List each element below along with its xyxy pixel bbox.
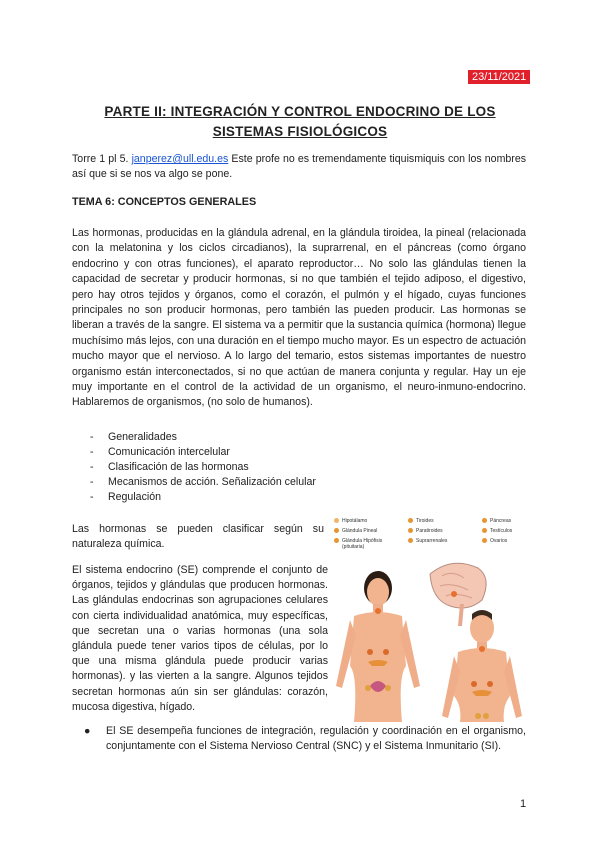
legend-col-2: Tiroides Paratiroides Suprarrenales — [408, 516, 447, 546]
page-number: 1 — [520, 798, 527, 810]
page-title — [60, 102, 540, 142]
bullet-text: El SE desempeña funciones de integración, regulación y coordinación en el organismo, conjuntamente con el Sistema Nervioso Central (SNC) y el Sistema Inmunitario (SI). — [106, 725, 526, 753]
list-item: - Regulación — [90, 490, 316, 505]
legend-col-3: Páncreas Testículos Ovarios — [482, 516, 512, 546]
list-item: - Generalidades — [90, 430, 316, 445]
date-badge: 23/11/2021 — [468, 70, 530, 84]
section-heading: TEMA 6: CONCEPTOS GENERALES — [72, 196, 257, 208]
body-illustration — [332, 516, 528, 722]
list-item: - Mecanismos de acción. Señalización celular — [90, 475, 316, 490]
list-item: - Clasificación de las hormonas — [90, 460, 316, 475]
paragraph-endocrine-system: El sistema endocrino (SE) comprende el conjunto de órganos, tejidos y glándulas que producen hormonas. Las glándulas endocrinas son agrupaciones celulares con cierta individualidad anatómica, muy específicas, que secretan una o varias hormonas (una sola glándula puede tener varios tipos de células, por lo que una misma glándula puede producir varias hormonas). y las vierten a la sangre. Algunos tejidos secretan hormonas aún sin ser glándulas: corazón, mucosa digestiva, hígado. — [72, 564, 328, 713]
bullet-dot-icon: ● — [84, 725, 91, 737]
email-link[interactable]: janperez@ull.edu.es — [131, 153, 229, 165]
title-line-1: PARTE II: INTEGRACIÓN Y CONTROL ENDOCRINO DE LOS — [104, 104, 496, 119]
paragraph-hormones: Las hormonas, producidas en la glándula adrenal, en la glándula tiroidea, la pineal (relacionada con la melatonina y los ciclos circadianos), la suprarrenal, en el páncreas (como órgano endocrino y con otras funciones), el aparato reproductor… No solo las glándulas tienen la capacidad de secretar y producir hormonas, si no que también el tejido adiposo, el digestivo, pero hay otros tejidos y órganos, como el corazón, el pulmón y el hígado, cuyas funciones principales no son producir hormonas, pero también las pueden producir. Las hormonas se liberan a través de la sangre. El sistema va a permitir que la sustancia química (hormona) llegue muchísimo más lejos, con una duración en el tiempo mucho mayor. Es un espectro de actuación mucho mayor que el nervioso. A lo largo del temario, estos sistemas importantes de nuestro organismo están interconectados, si no que actúan de manera conjunta y regular. Hay un eje muy importante en el control de la actividad de un organismo, el neuro-inmuno-endocrino. Hablaremos de organismos, (no solo de humanos). — [72, 227, 526, 409]
bullet-item — [72, 724, 526, 755]
endocrine-system-figure — [332, 516, 528, 722]
intro-prefix: Torre 1 pl 5. — [72, 153, 132, 165]
intro-suffix: Este profe no es tremendamente tiquismiquis con los nombres así que si se nos va algo se pone. — [72, 153, 527, 181]
legend-col-1: Hipotálamo Glándula Pineal Glándula Hipófisis (pituitaria) — [334, 516, 382, 552]
female-body-icon — [336, 571, 420, 722]
male-body-icon — [442, 610, 522, 722]
title-line-2: SISTEMAS FISIOLÓGICOS — [212, 124, 388, 139]
paragraph-classification: Las hormonas se pueden clasificar según su naturaleza química. — [72, 523, 324, 551]
intro-paragraph — [72, 152, 526, 183]
topics-list — [90, 430, 316, 505]
list-item: - Comunicación intercelular — [90, 445, 316, 460]
